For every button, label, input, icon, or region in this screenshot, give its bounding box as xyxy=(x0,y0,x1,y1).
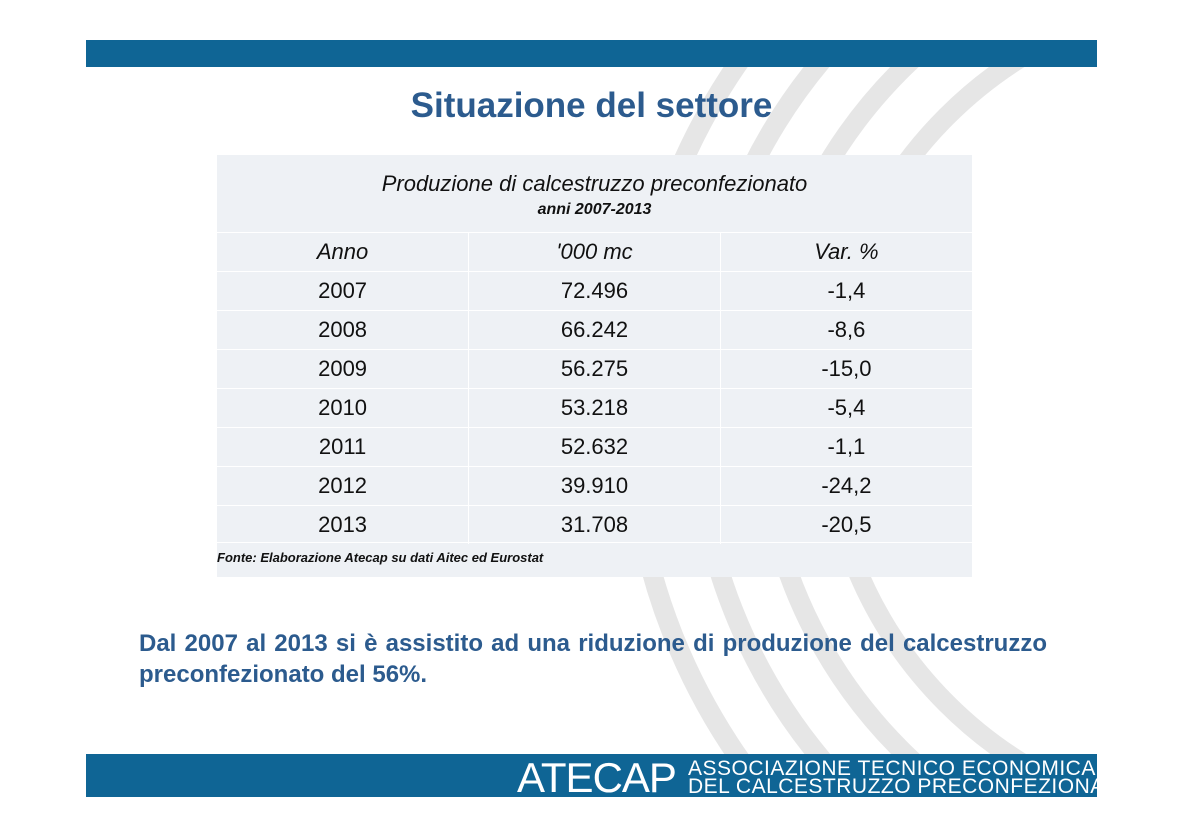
cell-year: 2010 xyxy=(217,389,469,428)
cell-change: -24,2 xyxy=(720,467,972,506)
table-row xyxy=(217,272,972,311)
table-row xyxy=(217,350,972,389)
logo-wordmark: ATECAP xyxy=(517,754,676,801)
table-header-row xyxy=(217,233,972,272)
table-row xyxy=(217,428,972,467)
cell-change: -5,4 xyxy=(720,389,972,428)
production-table xyxy=(217,232,972,544)
production-table-panel xyxy=(217,155,972,577)
cell-year: 2012 xyxy=(217,467,469,506)
cell-year: 2009 xyxy=(217,350,469,389)
table-row xyxy=(217,506,972,545)
top-header-bar xyxy=(86,40,1097,67)
cell-year: 2008 xyxy=(217,311,469,350)
conclusion-text: Dal 2007 al 2013 si è assistito ad una riduzione di produzione del calcestruzzo preconfezionato del 56%. xyxy=(139,630,1047,688)
cell-change: -1,1 xyxy=(720,428,972,467)
table-title: Produzione di calcestruzzo preconfezionato xyxy=(381,171,808,196)
cell-change: -15,0 xyxy=(720,350,972,389)
table-subtitle: anni 2007-2013 xyxy=(537,201,652,218)
cell-change: -20,5 xyxy=(720,506,972,545)
logo-tagline-line1: ASSOCIAZIONE TECNICO ECONOMICA xyxy=(688,757,1096,780)
column-header-volume: '000 mc xyxy=(469,233,721,272)
cell-change: -1,4 xyxy=(720,272,972,311)
slide-title: Situazione del settore xyxy=(410,86,773,125)
cell-change: -8,6 xyxy=(720,311,972,350)
cell-volume: 56.275 xyxy=(469,350,721,389)
cell-year: 2007 xyxy=(217,272,469,311)
cell-volume: 39.910 xyxy=(469,467,721,506)
cell-volume: 52.632 xyxy=(469,428,721,467)
table-row xyxy=(217,467,972,506)
column-header-change: Var. % xyxy=(720,233,972,272)
table-source-note: Fonte: Elaborazione Atecap su dati Aitec ed Eurostat xyxy=(217,542,972,577)
table-row xyxy=(217,311,972,350)
cell-volume: 53.218 xyxy=(469,389,721,428)
cell-volume: 66.242 xyxy=(469,311,721,350)
cell-year: 2013 xyxy=(217,506,469,545)
cell-volume: 31.708 xyxy=(469,506,721,545)
column-header-year: Anno xyxy=(217,233,469,272)
logo-tagline-line2: DEL CALCESTRUZZO PRECONFEZIONATO xyxy=(688,775,1133,798)
table-row xyxy=(217,389,972,428)
cell-volume: 72.496 xyxy=(469,272,721,311)
cell-year: 2011 xyxy=(217,428,469,467)
atecap-logo xyxy=(517,754,1133,801)
